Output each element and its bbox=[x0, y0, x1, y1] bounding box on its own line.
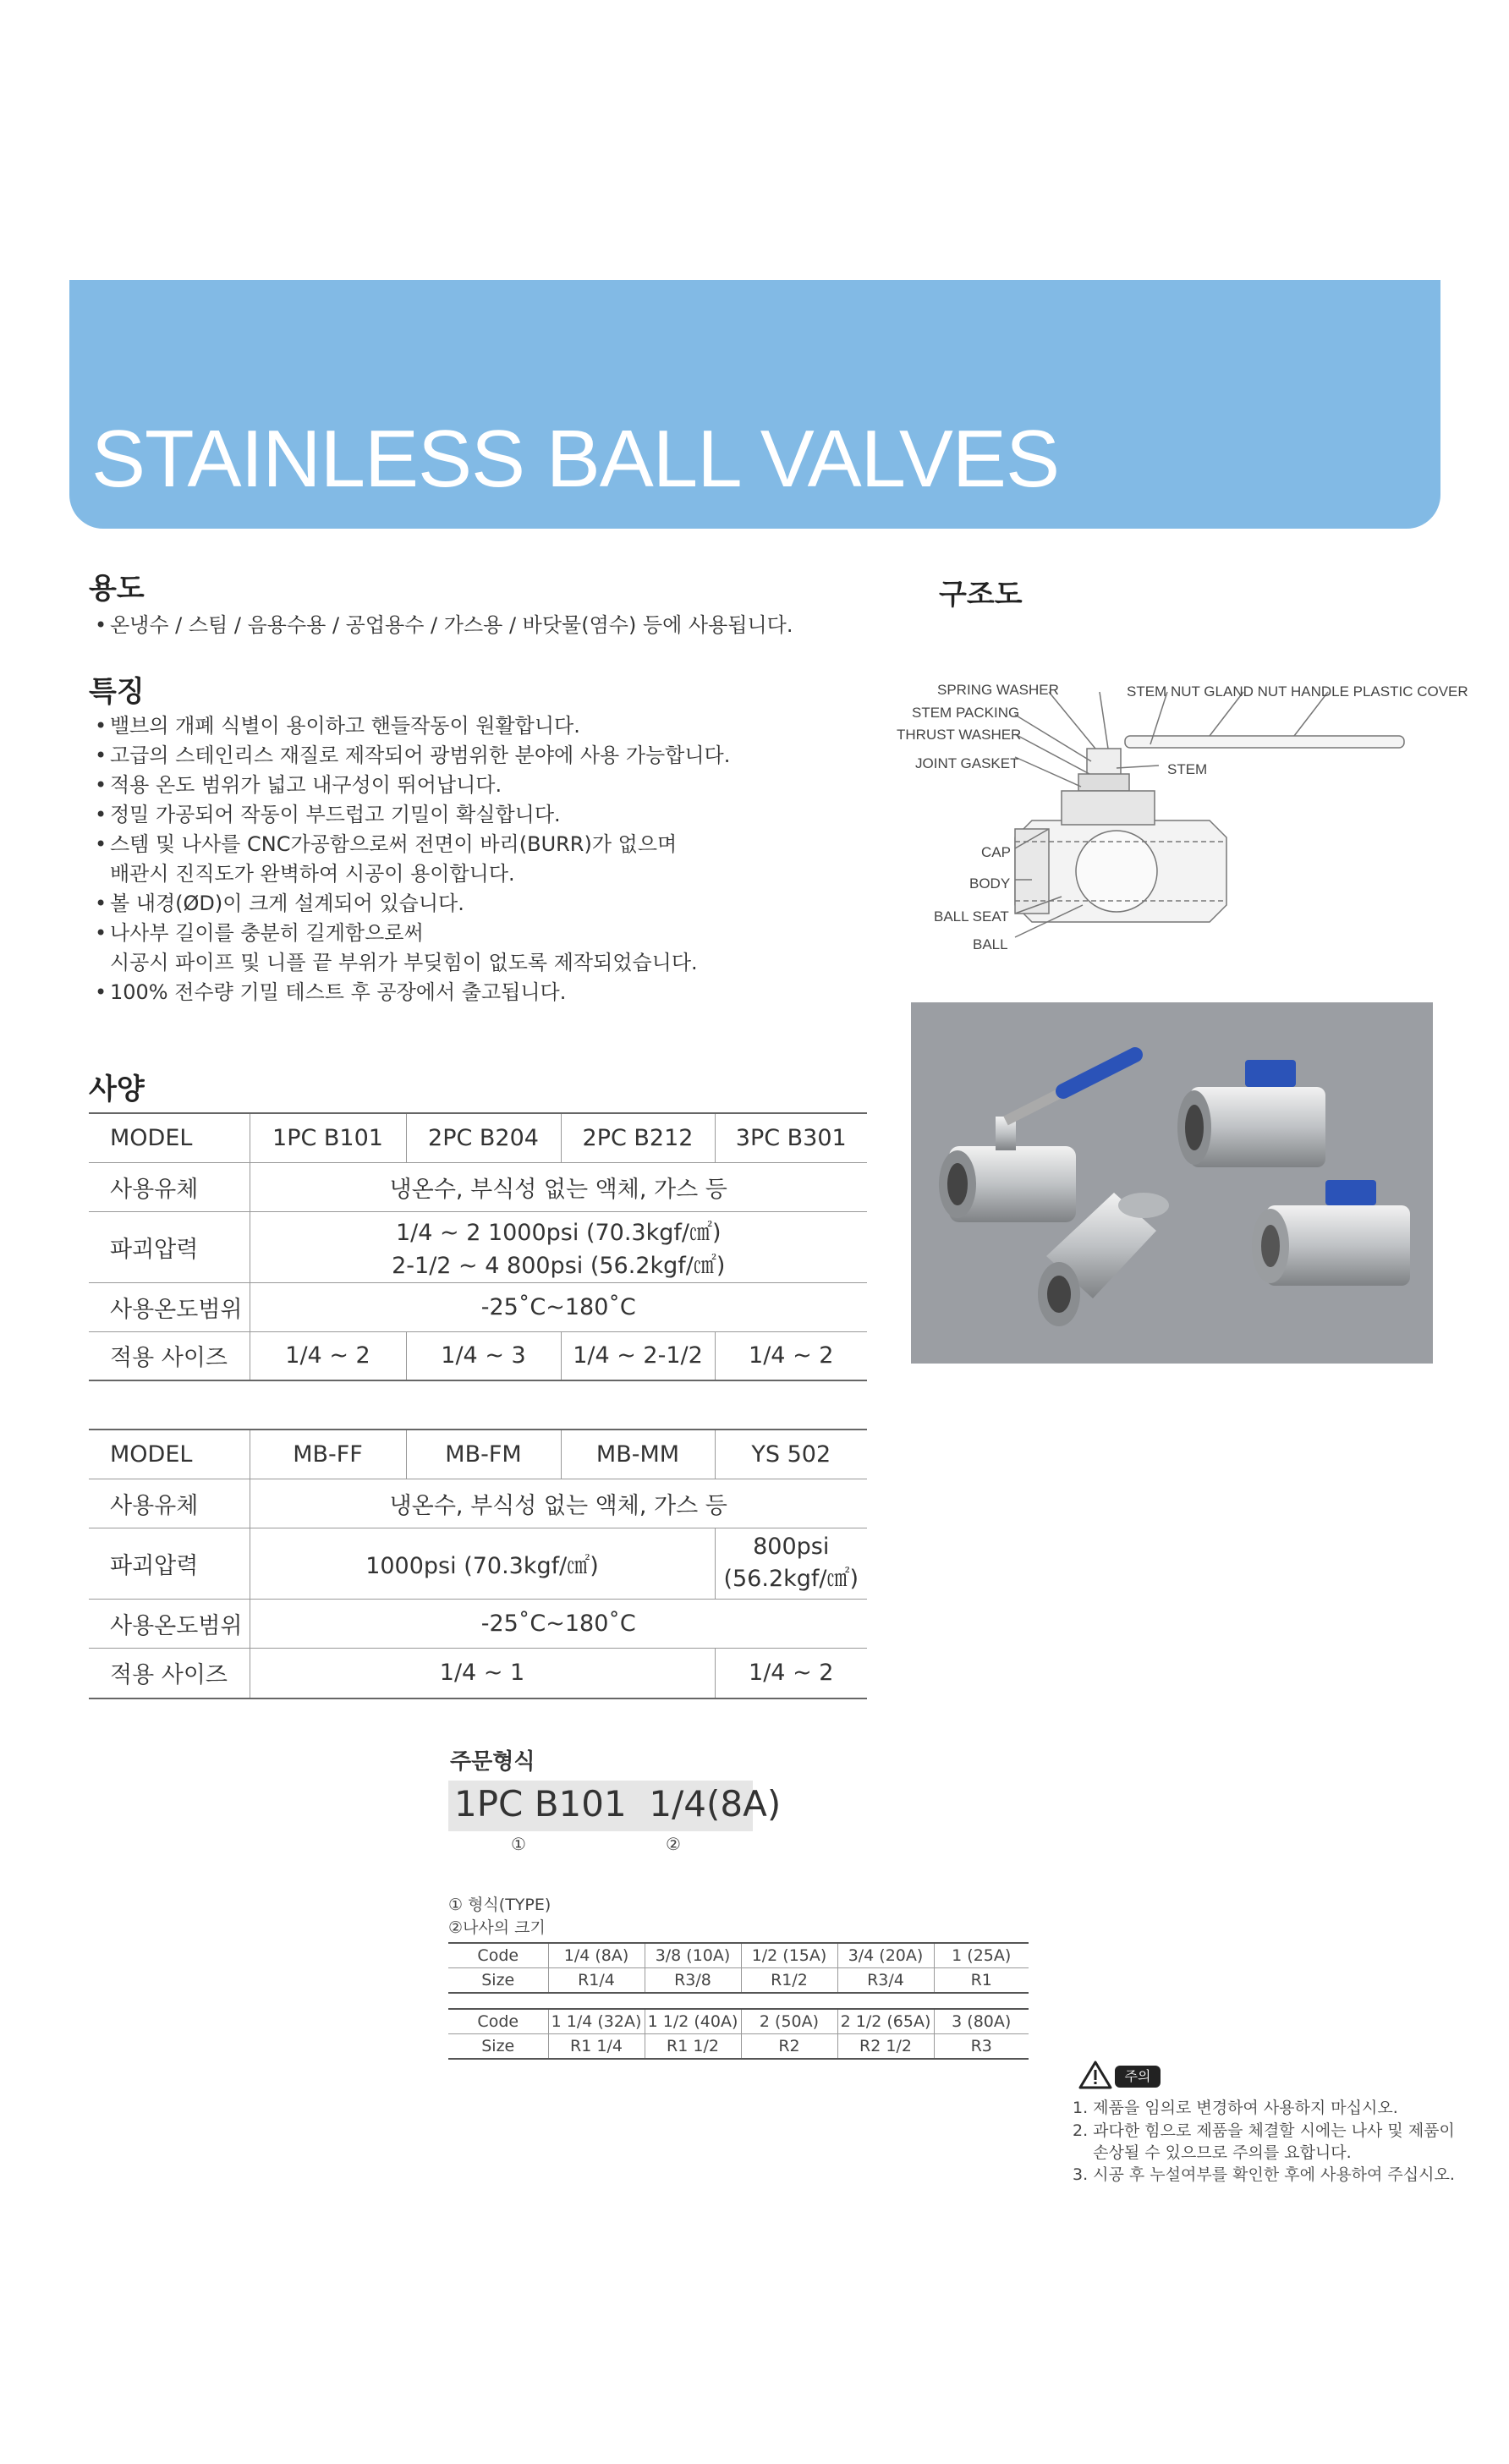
size-cell: R1 1/4 bbox=[548, 2034, 645, 2060]
model-cell: 2PC B212 bbox=[561, 1113, 715, 1162]
pressure-line: 2-1/2 ~ 4 800psi (56.2kgf/㎠) bbox=[392, 1253, 726, 1279]
list-item: • 온냉수 / 스팀 / 음용수용 / 공업용수 / 가스용 / 바닷물(염수) 등에 사용됩니다. bbox=[95, 613, 793, 637]
spec-heading: 사양 bbox=[89, 1073, 145, 1106]
table-row bbox=[448, 2034, 1029, 2060]
label-joint-gasket: JOINT GASKET bbox=[915, 755, 1019, 771]
size-value-ys: 1/4 ~ 2 bbox=[715, 1648, 867, 1698]
size-label: Size bbox=[448, 1968, 548, 1994]
size-cell: R2 1/2 bbox=[837, 2034, 934, 2060]
size-cell: R1/4 bbox=[548, 1968, 645, 1994]
code-cell: 1/4 (8A) bbox=[548, 1943, 645, 1968]
table-row bbox=[89, 1430, 867, 1479]
list-item: • 스템 및 나사를 CNC가공함으로써 전면이 바리(BURR)가 없으며 배관시 진직도가 완벽하여 시공이 용이합니다. bbox=[95, 832, 678, 886]
list-item: • 나사부 길이를 충분히 길게함으로써 시공시 파이프 및 니플 끝 부위가 부딪힘이 없도록 제작되었습니다. bbox=[95, 921, 698, 974]
table-row bbox=[448, 1968, 1029, 1994]
pressure-value-ys bbox=[715, 1528, 867, 1599]
size-cell: 1/4 ~ 2-1/2 bbox=[561, 1331, 715, 1380]
pressure-line: (56.2kgf/㎠) bbox=[723, 1566, 859, 1592]
caution-item: 3. 시공 후 누설여부를 확인한 후에 사용하여 주십시오. bbox=[1073, 2165, 1455, 2184]
spec-table-1 bbox=[89, 1112, 867, 1381]
label-spring-washer: SPRING WASHER bbox=[937, 682, 1059, 698]
size-label: 적용 사이즈 bbox=[89, 1331, 250, 1380]
model-cell: 2PC B204 bbox=[406, 1113, 561, 1162]
code-cell: 1 1/4 (32A) bbox=[548, 2009, 645, 2034]
structure-heading: 구조도 bbox=[939, 578, 1023, 612]
pressure-line: 1/4 ~ 2 1000psi (70.3kgf/㎠) bbox=[395, 1220, 722, 1246]
model-cell: YS 502 bbox=[715, 1430, 867, 1479]
size-cell: R1/2 bbox=[741, 1968, 837, 1994]
code-cell: 3 (80A) bbox=[934, 2009, 1029, 2034]
valves-illustration bbox=[911, 1002, 1433, 1364]
size-value: 1/4 ~ 1 bbox=[250, 1648, 715, 1698]
code-cell: 3/8 (10A) bbox=[645, 1943, 741, 1968]
model-cell: MB-MM bbox=[561, 1430, 715, 1479]
list-item: • 고급의 스테인리스 재질로 제작되어 광범위한 분야에 사용 가능합니다. bbox=[95, 744, 731, 767]
code-cell: 2 (50A) bbox=[741, 2009, 837, 2034]
caution-item: 2. 과다한 힘으로 제품을 체결할 시에는 나사 및 제품이 손상될 수 있으므로 주의를 요합니다. bbox=[1073, 2121, 1455, 2162]
label-body: BODY bbox=[969, 875, 1011, 892]
size-cell: R3/8 bbox=[645, 1968, 741, 1994]
features-heading: 특징 bbox=[89, 675, 145, 709]
thread-size-table-2 bbox=[448, 2008, 1029, 2060]
pressure-line: 800psi bbox=[753, 1534, 830, 1560]
fluid-label: 사용유체 bbox=[89, 1162, 250, 1211]
pressure-label: 파괴압력 bbox=[89, 1528, 250, 1599]
marker-size: ② bbox=[666, 1834, 681, 1854]
note-thread-size: ②나사의 크기 bbox=[448, 1918, 546, 1937]
temp-label: 사용온도범위 bbox=[89, 1599, 250, 1648]
table-row bbox=[448, 1943, 1029, 1968]
size-cell: R1 1/2 bbox=[645, 2034, 741, 2060]
table-row bbox=[89, 1211, 867, 1282]
list-item: • 적용 온도 범위가 넓고 내구성이 뛰어납니다. bbox=[95, 773, 502, 797]
code-cell: 1/2 (15A) bbox=[741, 1943, 837, 1968]
pressure-value bbox=[250, 1211, 867, 1282]
order-model: 1PC B101 bbox=[454, 1783, 627, 1825]
table-row bbox=[89, 1528, 867, 1599]
model-label: MODEL bbox=[89, 1430, 250, 1479]
model-cell: 1PC B101 bbox=[250, 1113, 406, 1162]
pressure-value: 1000psi (70.3kgf/㎠) bbox=[250, 1528, 715, 1599]
caution-badge: 주의 bbox=[1115, 2066, 1161, 2088]
model-label: MODEL bbox=[89, 1113, 250, 1162]
product-photo bbox=[911, 1002, 1433, 1364]
list-item: • 밸브의 개폐 식별이 용이하고 핸들작동이 원활합니다. bbox=[95, 714, 580, 738]
marker-type: ① bbox=[511, 1834, 526, 1854]
table-row bbox=[89, 1331, 867, 1380]
order-heading: 주문형식 bbox=[450, 1749, 535, 1775]
temp-value: -25˚C~180˚C bbox=[250, 1599, 867, 1648]
thread-size-table-1 bbox=[448, 1942, 1029, 1994]
size-label: 적용 사이즈 bbox=[89, 1648, 250, 1698]
page-title: STAINLESS BALL VALVES bbox=[91, 414, 1059, 504]
size-cell: R1 bbox=[934, 1968, 1029, 1994]
temp-value: -25˚C~180˚C bbox=[250, 1282, 867, 1331]
usage-list bbox=[91, 611, 793, 640]
size-cell: 1/4 ~ 3 bbox=[406, 1331, 561, 1380]
label-thrust-washer: THRUST WASHER bbox=[897, 727, 1022, 743]
model-cell: 3PC B301 bbox=[715, 1113, 867, 1162]
size-cell: R3/4 bbox=[837, 1968, 934, 1994]
size-label: Size bbox=[448, 2034, 548, 2060]
list-item: • 100% 전수량 기밀 테스트 후 공장에서 출고됩니다. bbox=[95, 980, 567, 1004]
warning-icon bbox=[1078, 2061, 1112, 2089]
label-stem-nut-gland-nut-handle-cover: STEM NUT GLAND NUT HANDLE PLASTIC COVER bbox=[1127, 683, 1468, 700]
spec-table-2 bbox=[89, 1429, 867, 1699]
order-size: 1/4(8A) bbox=[649, 1783, 782, 1825]
label-stem: STEM bbox=[1167, 761, 1208, 777]
size-cell: 1/4 ~ 2 bbox=[715, 1331, 867, 1380]
code-cell: 1 1/2 (40A) bbox=[645, 2009, 741, 2034]
table-row bbox=[89, 1599, 867, 1648]
fluid-value: 냉온수, 부식성 없는 액체, 가스 등 bbox=[250, 1162, 867, 1211]
features-list bbox=[91, 711, 730, 1007]
label-stem-packing: STEM PACKING bbox=[912, 705, 1020, 721]
label-ball-seat: BALL SEAT bbox=[934, 908, 1009, 925]
caution-item: 1. 제품을 임의로 변경하여 사용하지 마십시오. bbox=[1073, 2099, 1398, 2117]
size-cell: 1/4 ~ 2 bbox=[250, 1331, 406, 1380]
model-cell: MB-FF bbox=[250, 1430, 406, 1479]
note-type: ① 형식(TYPE) bbox=[448, 1896, 551, 1914]
code-cell: 2 1/2 (65A) bbox=[837, 2009, 934, 2034]
size-cell: R2 bbox=[741, 2034, 837, 2060]
label-ball: BALL bbox=[973, 936, 1008, 952]
code-cell: 3/4 (20A) bbox=[837, 1943, 934, 1968]
model-cell: MB-FM bbox=[406, 1430, 561, 1479]
table-row bbox=[448, 2009, 1029, 2034]
list-item: • 정밀 가공되어 작동이 부드럽고 기밀이 확실합니다. bbox=[95, 803, 561, 826]
table-row bbox=[89, 1282, 867, 1331]
pressure-label: 파괴압력 bbox=[89, 1211, 250, 1282]
code-label: Code bbox=[448, 1943, 548, 1968]
label-cap: CAP bbox=[981, 844, 1011, 860]
code-cell: 1 (25A) bbox=[934, 1943, 1029, 1968]
table-row bbox=[89, 1162, 867, 1211]
table-row bbox=[89, 1479, 867, 1528]
temp-label: 사용온도범위 bbox=[89, 1282, 250, 1331]
size-cell: R3 bbox=[934, 2034, 1029, 2060]
table-row bbox=[89, 1648, 867, 1698]
usage-heading: 용도 bbox=[89, 572, 145, 606]
list-item: • 볼 내경(ØD)이 크게 설계되어 있습니다. bbox=[95, 892, 464, 915]
code-label: Code bbox=[448, 2009, 548, 2034]
fluid-value: 냉온수, 부식성 없는 액체, 가스 등 bbox=[250, 1479, 867, 1528]
table-row bbox=[89, 1113, 867, 1162]
order-code bbox=[454, 1783, 781, 1825]
fluid-label: 사용유체 bbox=[89, 1479, 250, 1528]
